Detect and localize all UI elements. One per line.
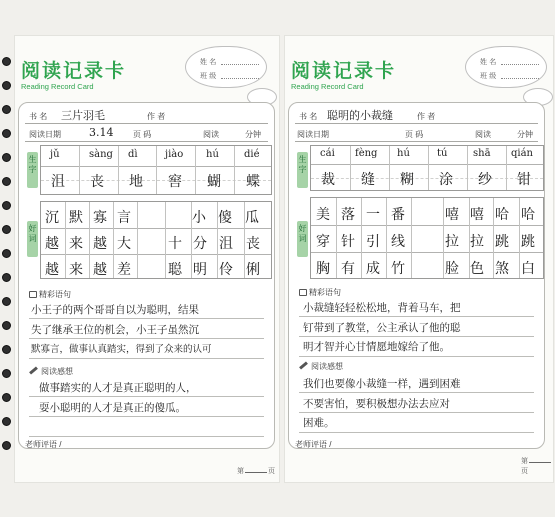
book-label: 书 名	[29, 112, 48, 121]
new-chars-grid	[310, 145, 544, 191]
pages-label: 页 码	[405, 130, 424, 139]
char-cell: 裁	[321, 172, 335, 188]
char-cell: 蝶	[246, 174, 260, 190]
pinyin-cell: sàng	[89, 149, 113, 160]
author-label: 作 者	[417, 112, 436, 121]
word-char: 跳	[495, 234, 509, 250]
pinyin-cell: qián	[511, 148, 534, 159]
class-label: 班 级	[200, 72, 217, 80]
word-char: 伶	[219, 262, 233, 278]
word-char: 胸	[316, 261, 330, 277]
read-label: 阅读	[203, 130, 219, 139]
record-sheet	[18, 102, 275, 449]
card-subtitle: Reading Record Card	[21, 82, 94, 91]
pen-icon	[299, 361, 308, 369]
name-class-bubble	[185, 46, 267, 88]
excerpt-heading: 精彩语句	[29, 289, 71, 300]
binder-ring	[2, 345, 11, 354]
book-title-value[interactable]: 三片羽毛	[61, 109, 105, 122]
feeling-text	[303, 375, 461, 434]
book-icon	[29, 291, 37, 298]
word-char: 哈	[521, 207, 535, 223]
word-char: 煞	[495, 261, 509, 277]
name-field[interactable]	[221, 64, 259, 65]
word-char: 成	[366, 261, 380, 277]
word-char: 引	[366, 234, 380, 250]
new-chars-label: 生字	[27, 152, 38, 188]
excerpt-heading: 精彩语句	[299, 287, 341, 298]
feeling-heading: 阅读感想	[29, 366, 73, 377]
word-char: 越	[45, 262, 59, 278]
new-chars-label: 生字	[297, 152, 308, 188]
read-label: 阅读	[475, 130, 491, 139]
word-char: 傻	[218, 210, 232, 226]
new-chars-grid	[40, 145, 272, 195]
excerpt-line: 明才智并心甘情愿地嫁给了他。	[303, 341, 450, 353]
word-char: 瓜	[245, 210, 259, 226]
feeling-line: 不要害怕，要积极想办法去应对	[303, 397, 450, 410]
word-char: 差	[117, 262, 131, 278]
char-cell: 地	[129, 174, 143, 190]
word-char: 分	[193, 236, 207, 252]
word-char: 十	[168, 236, 182, 252]
date-label: 阅读日期	[29, 130, 61, 139]
word-char: 丧	[246, 236, 260, 252]
word-char: 哈	[495, 207, 509, 223]
record-sheet	[288, 102, 545, 449]
name-label: 姓 名	[480, 58, 497, 66]
binder-ring	[2, 225, 11, 234]
word-char: 明	[193, 262, 207, 278]
word-char: 番	[391, 207, 405, 223]
card-title: 阅读记录卡	[21, 60, 127, 82]
word-char: 有	[341, 261, 355, 277]
char-cell: 纱	[478, 172, 492, 188]
excerpt-line: 小裁缝轻轻松松地，背着马车，把	[303, 302, 461, 314]
pen-icon	[29, 366, 38, 374]
pinyin-cell: dì	[128, 149, 138, 160]
book-icon	[299, 289, 307, 296]
binder-ring	[2, 297, 11, 306]
class-label: 班 级	[480, 72, 497, 80]
word-char: 言	[117, 210, 131, 226]
excerpt-text	[31, 301, 212, 360]
char-cell: 糊	[400, 172, 414, 188]
word-char: 线	[391, 234, 405, 250]
word-char: 越	[45, 236, 59, 252]
feeling-line: 耍小聪明的人才是真正的傻瓜。	[39, 401, 186, 414]
date-label: 阅读日期	[297, 130, 329, 139]
reading-card-left	[14, 35, 280, 483]
teacher-comment-label: 老师评语 /	[295, 440, 332, 449]
page-number: 第页	[521, 456, 553, 476]
good-words-label: 好词	[27, 221, 38, 257]
feeling-heading: 阅读感想	[299, 361, 343, 372]
author-label: 作 者	[147, 112, 166, 121]
feeling-text	[39, 379, 197, 418]
excerpt-text	[303, 299, 461, 358]
word-char: 越	[93, 236, 107, 252]
date-value[interactable]: 3.14	[89, 126, 114, 139]
binder-ring	[2, 321, 11, 330]
word-char: 寡	[93, 210, 107, 226]
pages-label: 页 码	[133, 130, 152, 139]
minutes-label: 分钟	[517, 130, 533, 139]
name-label: 姓 名	[200, 58, 217, 66]
word-char: 沉	[45, 210, 59, 226]
divider	[25, 141, 268, 142]
pinyin-cell: jǔ	[50, 149, 60, 160]
pinyin-cell: hú	[397, 148, 410, 159]
binder-ring	[2, 273, 11, 282]
word-char: 色	[470, 261, 484, 277]
word-char: 俐	[246, 262, 260, 278]
book-label: 书 名	[299, 112, 318, 121]
pinyin-cell: tú	[437, 148, 448, 159]
teacher-comment-label: 老师评语 /	[25, 440, 62, 449]
binder-ring	[2, 249, 11, 258]
page-number: 第 页	[237, 467, 275, 475]
pinyin-cell: cái	[320, 148, 335, 159]
minutes-label: 分钟	[245, 130, 261, 139]
word-char: 默	[69, 210, 83, 226]
word-char: 沮	[219, 236, 233, 252]
word-char: 美	[316, 207, 330, 223]
pinyin-cell: shā	[473, 148, 491, 159]
reading-card-right	[284, 35, 554, 483]
binder-ring	[2, 441, 11, 450]
word-char: 大	[117, 236, 131, 252]
char-cell: 丧	[90, 174, 104, 190]
feeling-line: 做事踏实的人才是真正聪明的人，	[39, 382, 197, 394]
word-char: 穿	[316, 234, 330, 250]
char-cell: 涂	[439, 172, 453, 188]
binder-ring	[2, 105, 11, 114]
word-char: 聪	[168, 262, 182, 278]
pinyin-cell: hú	[206, 149, 219, 160]
binder-ring	[2, 81, 11, 90]
book-title-value[interactable]: 聪明的小裁缝	[327, 109, 393, 122]
excerpt-line: 小王子的两个哥哥自以为聪明，结果	[31, 304, 199, 316]
feeling-line: 困难。	[303, 417, 335, 429]
excerpt-line: 失了继承王位的机会，小王子虽然沉	[31, 323, 199, 336]
char-cell: 窖	[168, 174, 182, 190]
binder-ring	[2, 201, 11, 210]
binder-ring	[2, 129, 11, 138]
word-char: 嘻	[445, 207, 459, 223]
pinyin-cell: jiào	[165, 149, 184, 160]
name-field[interactable]	[501, 64, 539, 65]
word-char: 小	[192, 210, 206, 226]
char-cell: 沮	[51, 174, 65, 190]
word-char: 拉	[470, 234, 484, 250]
binder-ring	[2, 177, 11, 186]
excerpt-line: 钉带到了教堂，公主承认了他的聪	[303, 321, 461, 334]
char-cell: 缝	[361, 172, 375, 188]
card-subtitle: Reading Record Card	[291, 82, 364, 91]
word-char: 拉	[445, 234, 459, 250]
class-field[interactable]	[501, 78, 539, 79]
word-char: 越	[93, 262, 107, 278]
word-char: 针	[341, 234, 355, 250]
binder-ring	[2, 57, 11, 66]
word-char: 来	[69, 262, 83, 278]
word-char: 来	[69, 236, 83, 252]
word-char: 跳	[521, 234, 535, 250]
feeling-line: 我们也要像小裁缝一样，遇到困难	[303, 378, 461, 390]
char-cell: 钳	[517, 172, 531, 188]
binder-ring	[2, 393, 11, 402]
binder-ring	[2, 153, 11, 162]
binder-ring	[2, 417, 11, 426]
word-char: 落	[341, 207, 355, 223]
class-field[interactable]	[221, 78, 259, 79]
word-char: 嘻	[470, 207, 484, 223]
char-cell: 蝴	[207, 174, 221, 190]
word-char: 一	[366, 207, 380, 223]
writing-line	[29, 436, 264, 437]
name-class-bubble	[465, 46, 547, 88]
card-title: 阅读记录卡	[291, 60, 397, 82]
divider	[295, 141, 538, 142]
pinyin-cell: fèng	[355, 148, 378, 159]
excerpt-line: 默寡言，做事认真踏实，得到了众来的认可	[31, 344, 212, 355]
word-char: 脸	[445, 261, 459, 277]
good-words-label: 好词	[297, 221, 308, 257]
word-char: 竹	[391, 261, 405, 277]
pinyin-cell: dié	[244, 149, 260, 160]
divider	[25, 123, 268, 124]
word-char: 白	[521, 261, 535, 277]
divider	[295, 123, 538, 124]
binder-ring	[2, 369, 11, 378]
